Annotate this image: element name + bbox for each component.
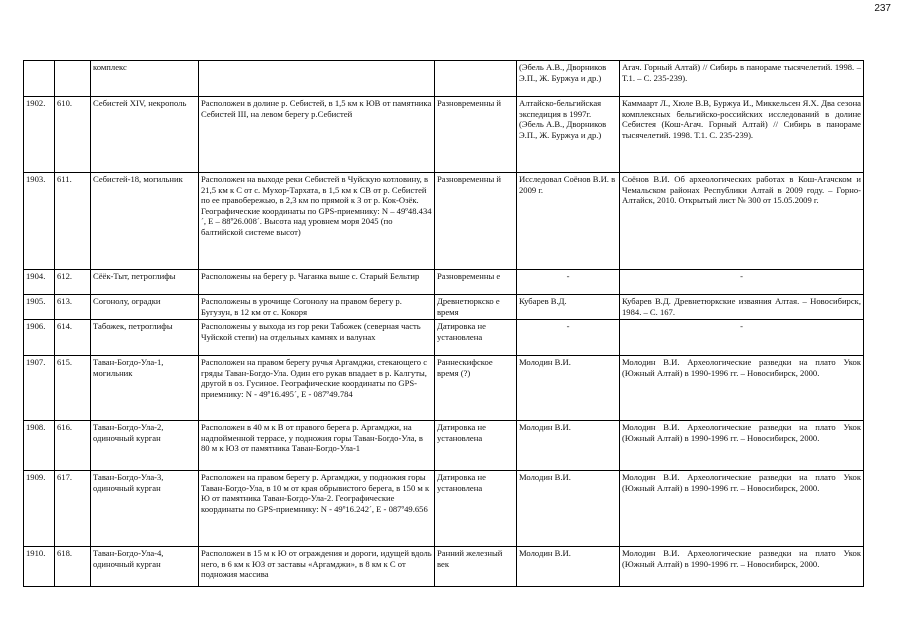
monument-bibliography: - [620, 320, 864, 356]
monument-location: Расположены на берегу р. Чаганка выше с. Старый Бельтир [199, 270, 435, 295]
monument-location: Расположен на выходе реки Себистей в Чуйскую котловину, в 21,5 км к С от с. Мухор-Тархата, в 1,5 км к СВ от р. Себистей по ее правобережью, в 2,3 км по прямой к З от р. Кок-Озёк. Географические координаты по GPS-приемнику: N – 49º48.434´, E – 88º26.008´. Высота над уровнем моря 2045 (по балтийской системе высот) [199, 173, 435, 270]
monument-explorer: Молодин В.И. [517, 421, 620, 471]
table-row [24, 320, 864, 356]
row-subnumber: 612. [55, 270, 91, 295]
row-number: 1904. [24, 270, 55, 295]
monument-name: комплекс [91, 61, 199, 97]
monument-name: Таван-Богдо-Ула-1, могильник [91, 356, 199, 421]
monument-name: Таван-Богдо-Ула-3, одиночный курган [91, 471, 199, 547]
table-row [24, 471, 864, 547]
monument-explorer: Молодин В.И. [517, 356, 620, 421]
monuments-table [23, 60, 864, 587]
monument-location: Расположен в 15 м к Ю от ограждения и дороги, идущей вдоль него, в 6 км к ЮЗ от заставы «Аргамджи», в 8 км к С от подножия массива [199, 547, 435, 587]
table-row [24, 421, 864, 471]
monument-dating: Разновременны е [435, 270, 517, 295]
monument-location: Расположен на правом берегу ручья Аргамджи, стекающего с гряды Таван-Богдо-Ула. Один его рукав впадает в р. Калгуты, другой в оз. Гусиное. Географические координаты по GPS-приемнику: N - 49º16.495´, E - 087º49.784 [199, 356, 435, 421]
table-row [24, 97, 864, 173]
row-number: 1906. [24, 320, 55, 356]
monument-location: Расположены у выхода из гор реки Табожек (северная часть Чуйской степи) на отдельных камнях и валунах [199, 320, 435, 356]
monument-dating: Датировка не установлена [435, 471, 517, 547]
row-number: 1905. [24, 295, 55, 320]
monument-bibliography: Каммаарт Л., Хюле В.В, Буржуа И., Миккельсен Я.Х. Два сезона комплексных бельгийско-российских исследований в долине Себистея (Кош-Агач. Горный Алтай) // Сибирь в панораме тысячелетий. 1998. Т.1. С. 235-239). [620, 97, 864, 173]
monument-explorer: Исследовал Соёнов В.И. в 2009 г. [517, 173, 620, 270]
monument-explorer: - [517, 270, 620, 295]
monument-bibliography: Молодин В.И. Археологические разведки на плато Укок (Южный Алтай) в 1990-1996 гг. – Новосибирск, 2000. [620, 421, 864, 471]
monument-name: Сёёк-Тыт, петроглифы [91, 270, 199, 295]
monument-bibliography: Молодин В.И. Археологические разведки на плато Укок (Южный Алтай) в 1990-1996 гг. – Новосибирск, 2000. [620, 356, 864, 421]
monument-bibliography: - [620, 270, 864, 295]
monument-location: Расположены в урочище Согонолу на правом берегу р. Бугузун, в 12 км от с. Кокоря [199, 295, 435, 320]
row-subnumber: 613. [55, 295, 91, 320]
table-row [24, 270, 864, 295]
monument-bibliography: Кубарев В.Д. Древнетюркские изваяния Алтая. – Новосибирск, 1984. – С. 167. [620, 295, 864, 320]
monument-explorer: Кубарев В.Д. [517, 295, 620, 320]
table-row [24, 173, 864, 270]
row-subnumber [55, 61, 91, 97]
monument-name: Себистей-18, могильник [91, 173, 199, 270]
row-number: 1903. [24, 173, 55, 270]
monument-location: Расположен в долине р. Себистей, в 1,5 км к ЮВ от памятника Себистей III, на левом берегу р.Себистей [199, 97, 435, 173]
row-number: 1902. [24, 97, 55, 173]
monument-explorer: Молодин В.И. [517, 471, 620, 547]
row-subnumber: 616. [55, 421, 91, 471]
row-number: 1910. [24, 547, 55, 587]
monument-name: Согонолу, оградки [91, 295, 199, 320]
monument-dating: Датировка не установлена [435, 320, 517, 356]
monument-dating: Ранний железный век [435, 547, 517, 587]
row-subnumber: 610. [55, 97, 91, 173]
table-row [24, 356, 864, 421]
monument-dating: Раннескифское время (?) [435, 356, 517, 421]
monument-explorer: - [517, 320, 620, 356]
monument-location: Расположен на правом берегу р. Аргамджи, у подножия горы Таван-Богдо-Ула, в 10 м от края обрывистого берега, в 150 м к Ю от памятника Таван-Богдо-Ула-2. Географические координаты по GPS-приемнику: N - 49º16.242´, E - 087º49.656 [199, 471, 435, 547]
monument-name: Табожек, петроглифы [91, 320, 199, 356]
row-subnumber: 614. [55, 320, 91, 356]
monument-name: Таван-Богдо-Ула-2, одиночный курган [91, 421, 199, 471]
monument-bibliography: Молодин В.И. Археологические разведки на плато Укок (Южный Алтай) в 1990-1996 гг. – Новосибирск, 2000. [620, 471, 864, 547]
table-row [24, 295, 864, 320]
monument-explorer: Молодин В.И. [517, 547, 620, 587]
monument-dating: Разновременны й [435, 173, 517, 270]
monument-bibliography: Соёнов В.И. Об археологических работах в Кош-Агачском и Чемальском районах Республики Алтай в 2009 году. – Горно-Алтайск, 2010. Открытый лист № 300 от 15.05.2009 г. [620, 173, 864, 270]
monument-dating: Разновременны й [435, 97, 517, 173]
table-row [24, 61, 864, 97]
row-subnumber: 618. [55, 547, 91, 587]
monument-location: Расположен в 40 м к В от правого берега р. Аргамджи, на надпойменной террасе, у подножия горы Таван-Богдо-Ула, в 80 м к ЮЗ от памятника Таван-Богдо-Ула-1 [199, 421, 435, 471]
monument-bibliography: Агач. Горный Алтай) // Сибирь в панораме тысячелетий. 1998. – Т.1. – С. 235-239). [620, 61, 864, 97]
monument-name: Себистей XIV, некрополь [91, 97, 199, 173]
row-number: 1908. [24, 421, 55, 471]
row-number: 1909. [24, 471, 55, 547]
monument-bibliography: Молодин В.И. Археологические разведки на плато Укок (Южный Алтай) в 1990-1996 гг. – Новосибирск, 2000. [620, 547, 864, 587]
monument-dating: Датировка не установлена [435, 421, 517, 471]
row-number: 1907. [24, 356, 55, 421]
row-subnumber: 611. [55, 173, 91, 270]
table-row [24, 547, 864, 587]
monument-name: Таван-Богдо-Ула-4, одиночный курган [91, 547, 199, 587]
monument-explorer: Алтайско-бельгийская экспедиция в 1997г. (Эбель А.В., Дворников Э.П., Ж. Буржуа и др.) [517, 97, 620, 173]
monument-dating [435, 61, 517, 97]
monument-dating: Древнетюркско е время [435, 295, 517, 320]
row-subnumber: 617. [55, 471, 91, 547]
page-number: 237 [874, 3, 891, 14]
row-number [24, 61, 55, 97]
row-subnumber: 615. [55, 356, 91, 421]
monument-explorer: (Эбель А.В., Дворников Э.П., Ж. Буржуа и др.) [517, 61, 620, 97]
monument-location [199, 61, 435, 97]
